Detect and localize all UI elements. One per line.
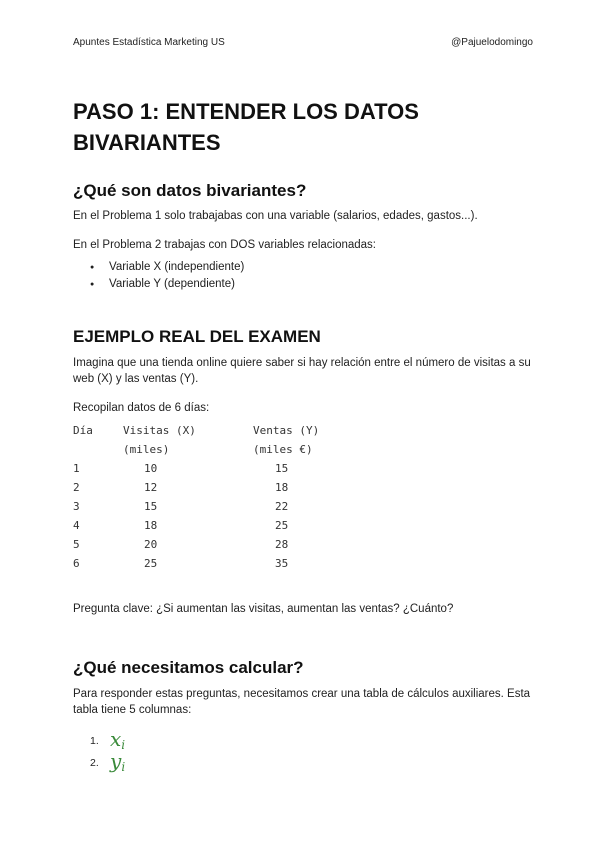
table-cell: 22 [275,500,289,513]
table-cell: 12 [144,481,158,494]
columns-list [73,727,126,774]
section-heading-calculations: ¿Qué necesitamos calcular? [73,658,304,677]
table-cell: 28 [275,538,289,551]
table-cell: 25 [144,557,158,570]
table-cell: 15 [275,462,289,475]
list-item [73,749,126,774]
variables-list [73,259,244,293]
table-cell: 3 [73,500,80,513]
header-course-title: Apuntes Estadística Marketing US [73,37,225,48]
table-cell: 6 [73,557,80,570]
table-header-row [73,424,365,443]
table-cell: 15 [144,500,158,513]
paragraph-key-question: Pregunta clave: ¿Si aumentan las visitas, aumentan las ventas? ¿Cuánto? [73,603,454,615]
table-cell: 18 [275,481,289,494]
table-header-cell: Día [73,424,93,437]
table-row [73,538,365,557]
list-item: ● Variable X (independiente) [73,259,244,276]
table-header-cell: Visitas (X) [123,424,196,437]
table-row [73,462,365,481]
table-cell: 18 [144,519,158,532]
table-subheader-row [73,443,365,462]
section-heading-bivariate: ¿Qué son datos bivariantes? [73,181,307,200]
table-row [73,519,365,538]
list-number: 2. [90,757,99,769]
table-header-cell [73,443,123,462]
data-table [73,424,365,576]
table-cell: 20 [144,538,158,551]
math-base: y [110,749,122,773]
list-item: ● Variable Y (dependiente) [73,276,244,293]
math-base: x [110,727,122,751]
table-header-cell: Ventas (Y) [253,424,320,437]
page-title: PASO 1: ENTENDER LOS DATOS BIVARIANTES [73,99,419,155]
section-heading-example: EJEMPLO REAL DEL EXAMEN [73,327,321,346]
table-cell: 1 [73,462,80,475]
list-item [73,727,126,752]
table-cell: 25 [275,519,289,532]
table-row [73,481,365,500]
paragraph-data-days: Recopilan datos de 6 días: [73,402,210,414]
header-author-handle: @Pajuelodomingo [451,37,533,48]
table-cell: 10 [144,462,158,475]
table-row [73,557,365,576]
table-header-cell: (miles €) [253,443,313,456]
list-number: 1. [90,735,99,747]
paragraph-example-intro: Imagina que una tienda online quiere saber si hay relación entre el número de visitas a su web (X) y las ventas (Y). [73,357,531,385]
paragraph-problem2: En el Problema 2 trabajas con DOS variables relacionadas: [73,239,376,251]
table-cell: 5 [73,538,80,551]
paragraph-problem1: En el Problema 1 solo trabajabas con una variable (salarios, edades, gastos...). [73,210,478,222]
math-subscript: i [121,738,126,752]
math-variable [110,749,125,774]
paragraph-calculations-intro: Para responder estas preguntas, necesitamos crear una tabla de cálculos auxiliares. Esta tabla tiene 5 columnas: [73,688,531,716]
math-subscript: i [121,760,126,774]
table-header-cell: (miles) [123,443,170,456]
table-cell: 2 [73,481,80,494]
table-cell: 35 [275,557,289,570]
table-row [73,500,365,519]
table-cell: 4 [73,519,80,532]
